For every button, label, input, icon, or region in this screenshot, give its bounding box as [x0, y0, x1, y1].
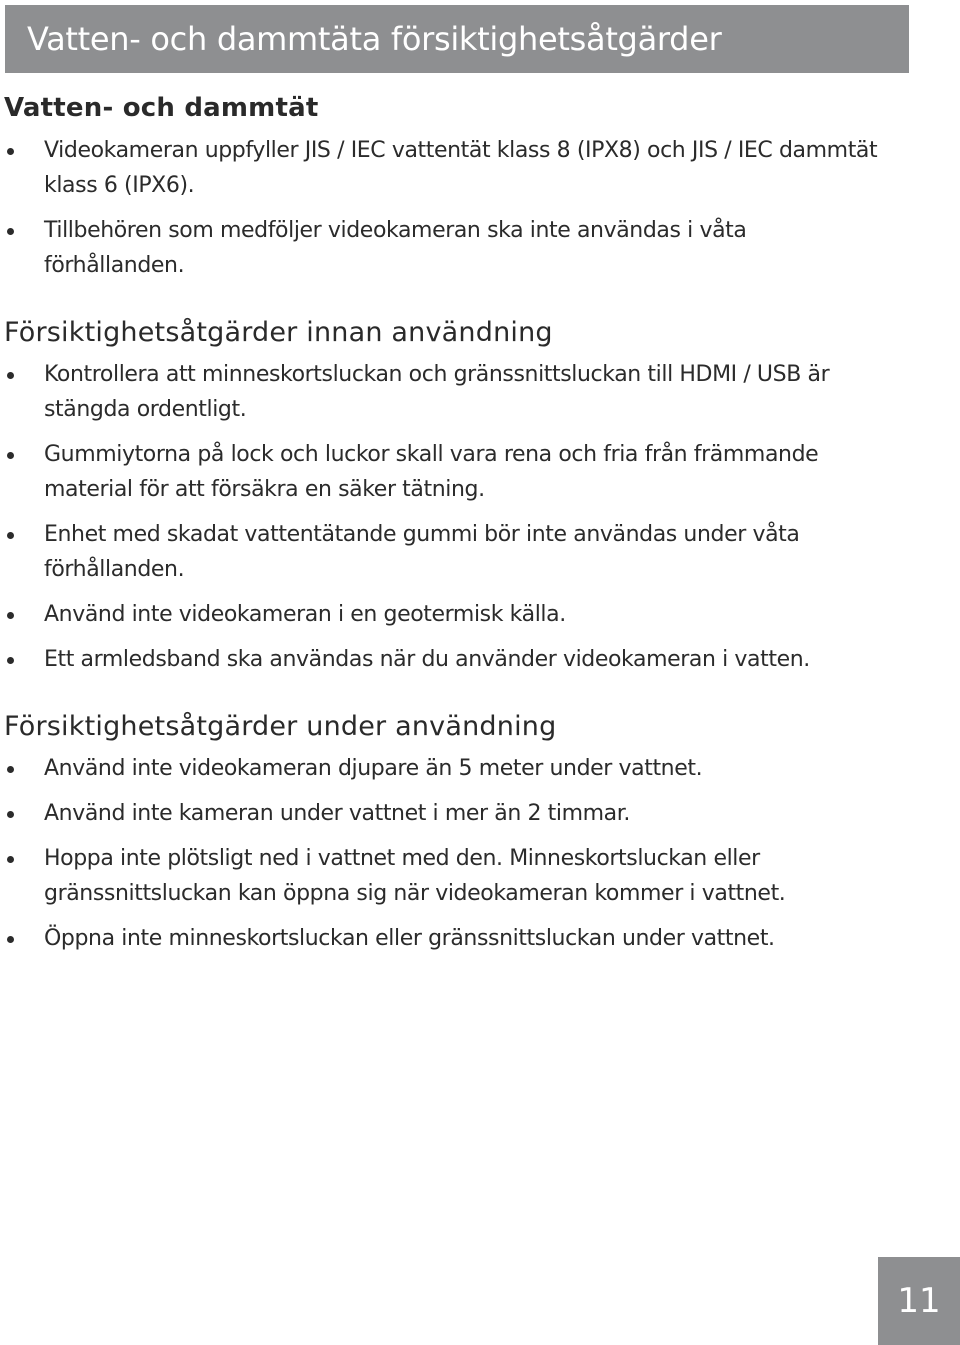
bullet-icon: [7, 766, 14, 773]
list-item: [4, 642, 884, 677]
list-item: [4, 597, 884, 632]
section-precautions-during-use: [4, 707, 884, 956]
list-item-text: Videokameran uppfyller JIS / IEC vattentät klass 8 (IPX8) och JIS / IEC dammtät klass 6 (IPX6).: [44, 138, 878, 198]
list-item-text: Använd inte videokameran djupare än 5 meter under vattnet.: [44, 756, 703, 781]
bullet-icon: [7, 936, 14, 943]
bullet-list: [4, 751, 884, 956]
bullet-icon: [7, 657, 14, 664]
bullet-list: [4, 357, 884, 677]
page-title-bar: [5, 5, 909, 73]
bullet-icon: [7, 452, 14, 459]
list-item: [4, 751, 884, 786]
list-item-text: Kontrollera att minneskortsluckan och gränssnittsluckan till HDMI / USB är stängda ordentligt.: [44, 362, 830, 422]
list-item: [4, 841, 884, 911]
bullet-icon: [7, 228, 14, 235]
bullet-icon: [7, 856, 14, 863]
bullet-icon: [7, 148, 14, 155]
bullet-icon: [7, 612, 14, 619]
list-item-text: Öppna inte minneskortsluckan eller gränssnittsluckan under vattnet.: [44, 926, 775, 951]
section-heading: Försiktighetsåtgärder under användning: [4, 711, 557, 742]
bullet-icon: [7, 532, 14, 539]
section-heading: Vatten- och dammtät: [4, 93, 319, 123]
list-item: [4, 921, 884, 956]
list-item-text: Använd inte kameran under vattnet i mer än 2 timmar.: [44, 801, 630, 826]
bullet-list: [4, 133, 884, 283]
section-water-dust-proof: [4, 88, 884, 283]
list-item: [4, 517, 884, 587]
list-item: [4, 213, 884, 283]
section-heading: Försiktighetsåtgärder innan användning: [4, 317, 553, 348]
document-content: [4, 88, 884, 966]
list-item-text: Använd inte videokameran i en geotermisk källa.: [44, 602, 566, 627]
list-item-text: Ett armledsband ska användas när du använder videokameran i vatten.: [44, 647, 810, 672]
page-title: Vatten- och dammtäta försiktighetsåtgärder: [27, 20, 722, 58]
list-item-text: Gummiytorna på lock och luckor skall vara rena och fria från främmande material för att försäkra en säker tätning.: [44, 442, 819, 502]
list-item-text: Enhet med skadat vattentätande gummi bör inte användas under våta förhållanden.: [44, 522, 800, 582]
page-number-box: [878, 1257, 960, 1345]
section-precautions-before-use: [4, 313, 884, 677]
list-item: [4, 437, 884, 507]
list-item-text: Tillbehören som medföljer videokameran ska inte användas i våta förhållanden.: [44, 218, 747, 278]
list-item-text: Hoppa inte plötsligt ned i vattnet med den. Minneskortsluckan eller gränssnittsluckan kan öppna sig när videokameran kommer i vattnet.: [44, 846, 786, 906]
page-number: 11: [897, 1281, 941, 1321]
bullet-icon: [7, 372, 14, 379]
list-item: [4, 796, 884, 831]
list-item: [4, 357, 884, 427]
list-item: [4, 133, 884, 203]
bullet-icon: [7, 811, 14, 818]
